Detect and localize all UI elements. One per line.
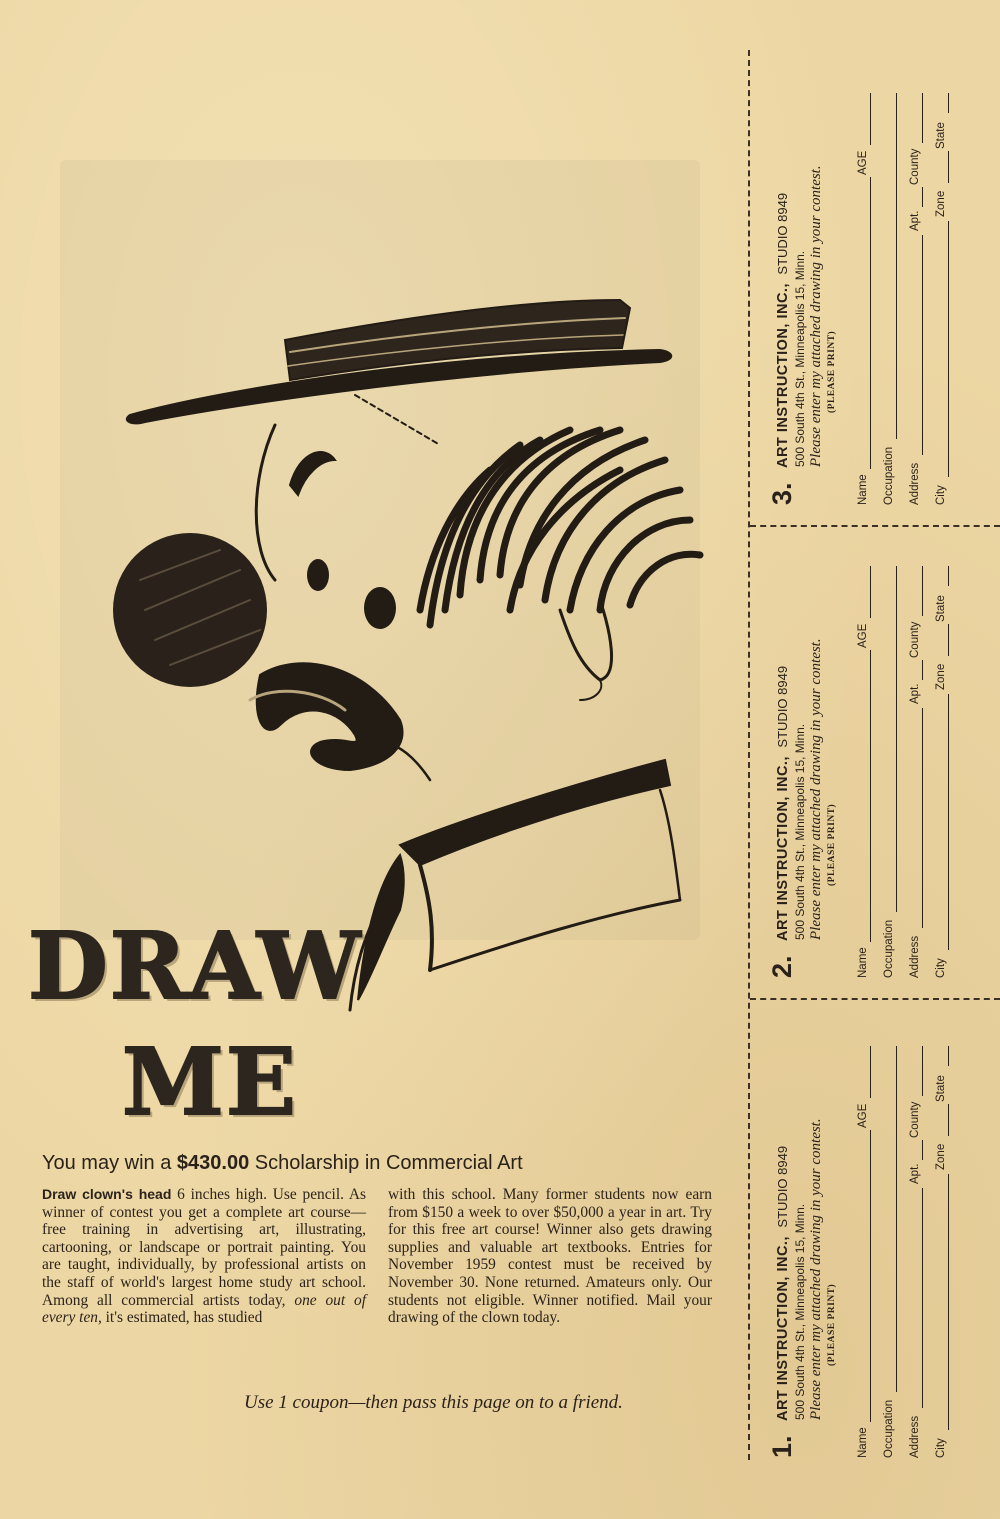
coupon-address: 500 South 4th St., Minneapolis 15, Minn. — [793, 1203, 807, 1420]
scholarship-headline — [42, 1152, 523, 1175]
nose — [113, 533, 267, 687]
apt-label: Apt. — [909, 210, 921, 231]
name-label: Name — [857, 1427, 869, 1458]
address-row — [901, 93, 925, 505]
body-column-2: with this school. Many former students now earn from $150 a week to over $50,000 a year in art. Try for this free art course! Winner also gets drawing supplies and valuable art textbooks. Entries for November 1959 contest must be received by November 30. None returned. Amateurs only. Our students not eligible. Winner notified. Mail your drawing of the clown today. — [388, 1186, 712, 1327]
hair — [420, 430, 700, 625]
coupon-company: ART INSTRUCTION, INC., — [774, 756, 791, 942]
address-field[interactable] — [904, 708, 923, 928]
eye-right — [364, 587, 396, 629]
county-label: County — [909, 1101, 921, 1138]
address-label: Address — [909, 935, 921, 978]
county-field[interactable] — [904, 93, 923, 143]
name-row — [849, 93, 873, 505]
eye-left — [307, 559, 329, 591]
address-field[interactable] — [904, 235, 923, 455]
coupon-cut-line — [748, 50, 750, 1460]
occupation-row — [875, 566, 899, 978]
body-column-1 — [42, 1186, 366, 1327]
coupon-print-note: (PLEASE PRINT) — [827, 1283, 837, 1366]
county-label: County — [909, 148, 921, 185]
age-label: AGE — [857, 1103, 869, 1128]
headline-prefix: You may win a — [42, 1152, 177, 1174]
age-label: AGE — [857, 150, 869, 175]
coupon-number: 1. — [767, 1435, 797, 1458]
coupon-1 — [767, 998, 982, 1458]
city-field[interactable] — [930, 694, 949, 950]
apt-label: Apt. — [909, 1163, 921, 1184]
apt-field[interactable] — [904, 660, 923, 680]
face-outline — [256, 425, 275, 580]
coupon-number: 3. — [767, 482, 797, 505]
footer-note: Use 1 coupon—then pass this page on to a friend. — [244, 1392, 623, 1413]
state-field[interactable] — [930, 1046, 949, 1066]
coupon-number: 2. — [767, 955, 797, 978]
eyebrow — [290, 452, 335, 495]
state-field[interactable] — [930, 566, 949, 586]
occupation-label: Occupation — [883, 446, 895, 505]
coupon-address: 500 South 4th St., Minneapolis 15, Minn. — [793, 250, 807, 467]
coupon-instruction: Please enter my attached drawing in your contest. — [808, 165, 824, 467]
zone-field[interactable] — [930, 624, 949, 656]
coupon-company: ART INSTRUCTION, INC., — [774, 283, 791, 469]
name-row — [849, 566, 873, 978]
city-row — [927, 93, 951, 505]
zone-label: Zone — [935, 190, 947, 217]
name-row — [849, 1046, 873, 1458]
occupation-row — [875, 1046, 899, 1458]
coupon-address: 500 South 4th St., Minneapolis 15, Minn. — [793, 723, 807, 940]
state-label: State — [935, 1075, 947, 1102]
coupon-print-note: (PLEASE PRINT) — [827, 803, 837, 886]
state-label: State — [935, 122, 947, 149]
address-row — [901, 1046, 925, 1458]
body-text-1a: 6 inches high. Use pencil. As winner of contest you get a complete art course—free training in advertising art, illustrating, cartooning, or landscape or portrait painting. You are taught, individually, by professional artists on the staff of world's largest home study art school. Among all commercial artists today, — [42, 1186, 366, 1309]
address-row — [901, 566, 925, 978]
occupation-field[interactable] — [878, 566, 897, 912]
coupon-instruction: Please enter my attached drawing in your contest. — [808, 1118, 824, 1420]
coupon-studio: STUDIO 8949 — [775, 1145, 790, 1228]
title-draw: DRAW — [28, 912, 363, 1020]
name-field[interactable] — [852, 177, 871, 469]
zone-label: Zone — [935, 1143, 947, 1170]
age-label: AGE — [857, 623, 869, 648]
address-field[interactable] — [904, 1188, 923, 1408]
title-me: ME — [122, 1028, 298, 1136]
occupation-label: Occupation — [883, 919, 895, 978]
coupon-company: ART INSTRUCTION, INC., — [774, 1236, 791, 1422]
zone-field[interactable] — [930, 151, 949, 183]
apt-label: Apt. — [909, 683, 921, 704]
city-label: City — [935, 485, 947, 505]
city-label: City — [935, 1438, 947, 1458]
occupation-label: Occupation — [883, 1399, 895, 1458]
city-row — [927, 566, 951, 978]
name-field[interactable] — [852, 650, 871, 942]
city-row — [927, 1046, 951, 1458]
state-label: State — [935, 595, 947, 622]
apt-field[interactable] — [904, 187, 923, 207]
city-label: City — [935, 958, 947, 978]
city-field[interactable] — [930, 221, 949, 477]
collar — [400, 760, 670, 865]
age-field[interactable] — [852, 1046, 871, 1098]
age-field[interactable] — [852, 93, 871, 145]
occupation-field[interactable] — [878, 93, 897, 439]
headline-suffix: Scholarship in Commercial Art — [249, 1152, 523, 1174]
name-label: Name — [857, 947, 869, 978]
coupon-studio: STUDIO 8949 — [775, 192, 790, 275]
address-label: Address — [909, 462, 921, 505]
coupon-3 — [767, 45, 982, 505]
occupation-row — [875, 93, 899, 505]
age-field[interactable] — [852, 566, 871, 618]
body-lead: Draw clown's head — [42, 1186, 172, 1202]
name-field[interactable] — [852, 1130, 871, 1422]
county-field[interactable] — [904, 1046, 923, 1096]
body-text-italic: one out of every ten, — [42, 1291, 366, 1327]
county-label: County — [909, 621, 921, 658]
occupation-field[interactable] — [878, 1046, 897, 1392]
mouth — [257, 663, 403, 770]
body-text-1b: it's estimated, has studied — [101, 1309, 263, 1327]
county-field[interactable] — [904, 566, 923, 616]
state-field[interactable] — [930, 93, 949, 113]
apt-field[interactable] — [904, 1140, 923, 1160]
bow-tie — [358, 855, 404, 1000]
zone-label: Zone — [935, 663, 947, 690]
coupon-2 — [767, 518, 982, 978]
zone-field[interactable] — [930, 1104, 949, 1136]
coupon-print-note: (PLEASE PRINT) — [827, 330, 837, 413]
name-label: Name — [857, 474, 869, 505]
scholarship-amount: $430.00 — [176, 1152, 250, 1174]
city-field[interactable] — [930, 1174, 949, 1430]
address-label: Address — [909, 1415, 921, 1458]
coupon-instruction: Please enter my attached drawing in your contest. — [808, 638, 824, 940]
coupon-studio: STUDIO 8949 — [775, 665, 790, 748]
